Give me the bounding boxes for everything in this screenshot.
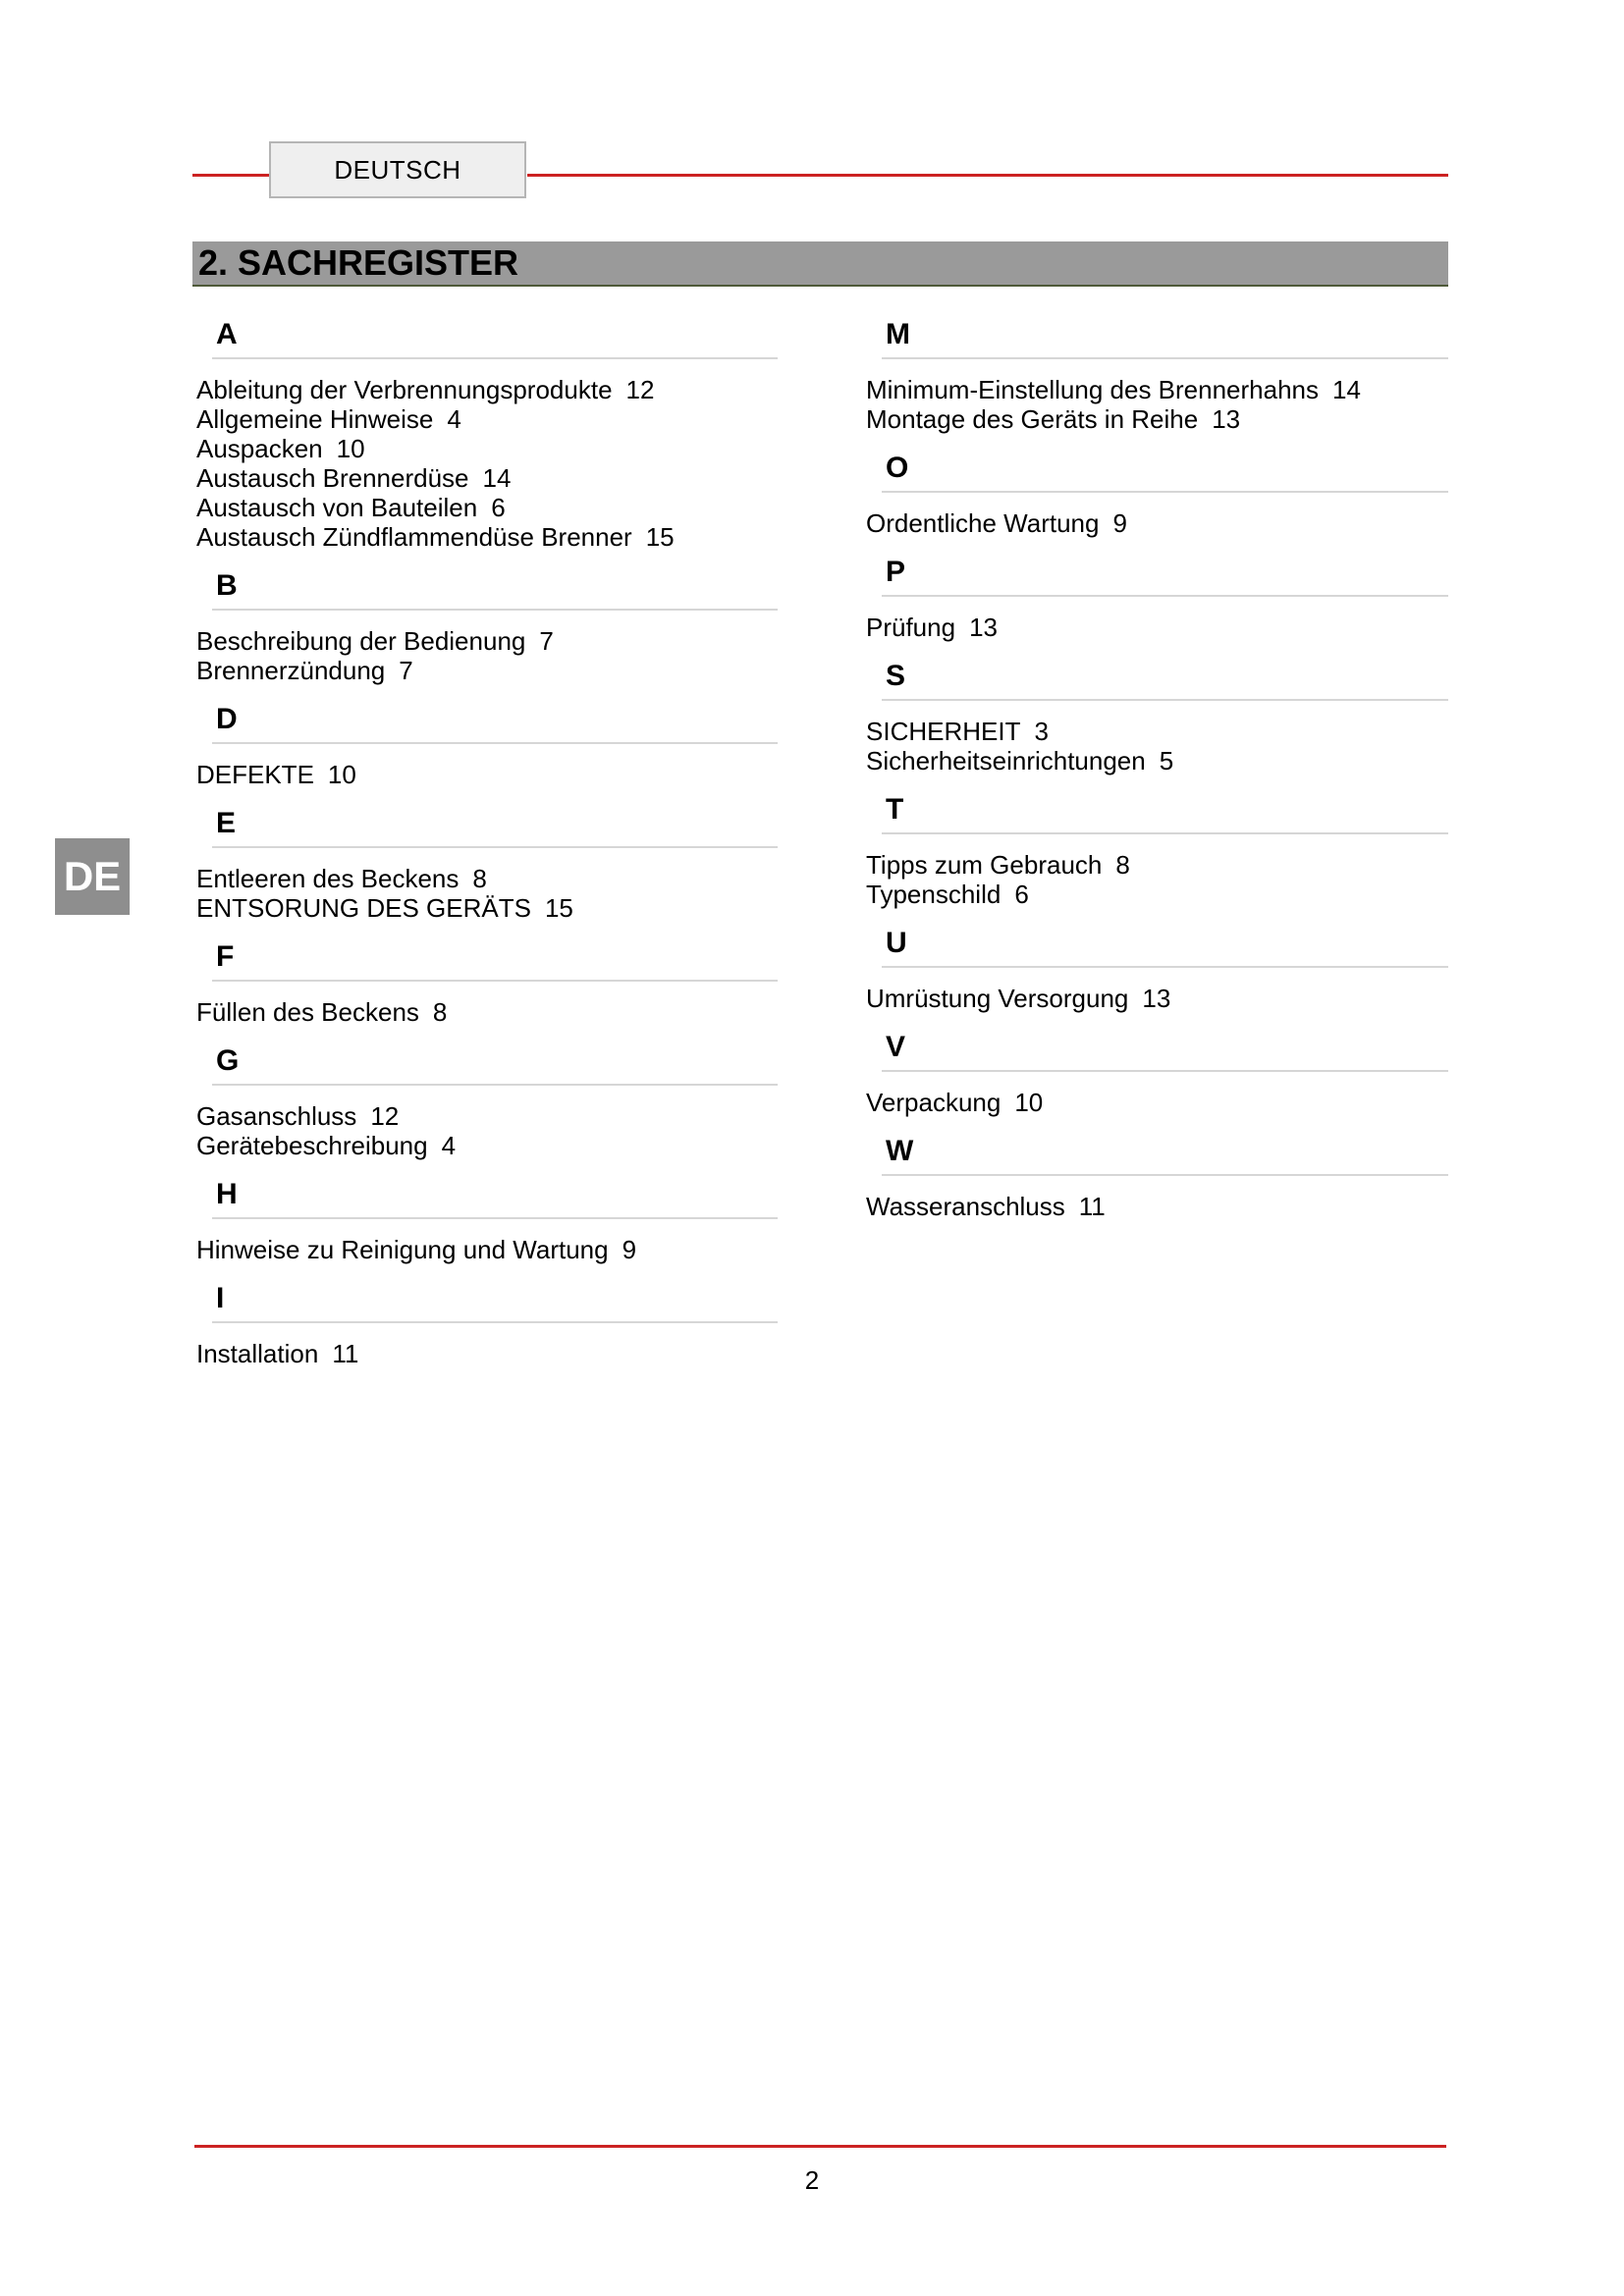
index-entry [196, 760, 778, 789]
index-entry-term: Gerätebeschreibung [196, 1131, 428, 1160]
index-section-header [882, 1129, 1448, 1176]
index-section-g [196, 1039, 778, 1172]
index-entry-term: Brennerzündung [196, 656, 386, 685]
index-entry-term: Umrüstung Versorgung [866, 984, 1129, 1013]
index-letter: E [216, 807, 237, 839]
index-section-f [196, 934, 778, 1039]
index-entry [866, 404, 1448, 434]
index-letter: F [216, 940, 235, 973]
index-entry-page: 5 [1159, 746, 1174, 775]
index-entry [866, 1088, 1448, 1117]
index-letter: O [886, 452, 909, 484]
index-entry [866, 375, 1448, 404]
index-letter: M [886, 318, 910, 350]
language-tab: DEUTSCH [269, 141, 526, 198]
index-entry [196, 493, 778, 522]
index-section-u [866, 921, 1448, 1025]
index-entry [196, 626, 778, 656]
index-section-header [212, 563, 778, 611]
index-entry [196, 1101, 778, 1131]
index-entry [196, 463, 778, 493]
index-entry [866, 613, 1448, 642]
index-entry-page: 7 [539, 626, 554, 656]
index-section-a [196, 312, 778, 563]
index-letter: U [886, 927, 907, 959]
index-entry [866, 746, 1448, 775]
index-letter: P [886, 556, 906, 588]
index-entry [196, 1339, 778, 1368]
index-entry [196, 1235, 778, 1264]
index-entry [866, 984, 1448, 1013]
index-entry-term: Austausch Zündflammendüse Brenner [196, 522, 632, 552]
index-entry [196, 1131, 778, 1160]
index-letter: T [886, 793, 904, 826]
index-entry [196, 656, 778, 685]
index-entry-page: 8 [432, 997, 448, 1027]
index-section-v [866, 1025, 1448, 1129]
index-entry-page: 14 [1332, 375, 1361, 404]
index-entry-term: Auspacken [196, 434, 323, 463]
index-section-s [866, 654, 1448, 787]
index-section-header [212, 1039, 778, 1086]
index-entry-term: Austausch Brennerdüse [196, 463, 469, 493]
index-entry-page: 12 [625, 375, 655, 404]
index-entry-term: Ableitung der Verbrennungsprodukte [196, 375, 613, 404]
index-entry [866, 508, 1448, 538]
index-entry-page: 15 [544, 893, 573, 923]
index-entry [196, 864, 778, 893]
index-section-w [866, 1129, 1448, 1233]
index-section-i [196, 1276, 778, 1380]
index-entry-list [866, 701, 1448, 787]
index-entry-list [196, 744, 778, 801]
index-entry-term: Hinweise zu Reinigung und Wartung [196, 1235, 609, 1264]
index-section-t [866, 787, 1448, 921]
index-section-o [866, 446, 1448, 550]
index-entry-term: Gasanschluss [196, 1101, 357, 1131]
index-entry-list [196, 1219, 778, 1276]
index-entry-term: Prüfung [866, 613, 956, 642]
index-entry-page: 13 [1212, 404, 1241, 434]
index-section-header [882, 446, 1448, 493]
index-entry-page: 11 [332, 1339, 359, 1368]
header-rule-left [192, 174, 269, 177]
index-letter: I [216, 1282, 225, 1314]
language-side-tab: DE [55, 838, 130, 915]
index-entry-term: Füllen des Beckens [196, 997, 419, 1027]
index-entry-term: Entleeren des Beckens [196, 864, 460, 893]
index-entry-term: SICHERHEIT [866, 717, 1021, 746]
index-entry-list [866, 493, 1448, 550]
index-section-h [196, 1172, 778, 1276]
index-entry-term: Minimum-Einstellung des Brennerhahns [866, 375, 1320, 404]
index-entry [196, 997, 778, 1027]
index-entry-term: Montage des Geräts in Reihe [866, 404, 1199, 434]
index-section-header [882, 921, 1448, 968]
index-entry-list [866, 359, 1448, 446]
index-entry-page: 12 [370, 1101, 400, 1131]
footer-rule [194, 2145, 1446, 2148]
index-section-header [212, 312, 778, 359]
index-section-header [882, 1025, 1448, 1072]
index-entry-term: Installation [196, 1339, 319, 1368]
index-entry-list [196, 359, 778, 563]
index-entry-page: 11 [1078, 1192, 1106, 1221]
index-letter: H [216, 1178, 238, 1210]
index-entry-page: 8 [472, 864, 487, 893]
index-section-header [212, 801, 778, 848]
index-entry-list [866, 1072, 1448, 1129]
index-section-header [882, 312, 1448, 359]
index-letter: W [886, 1135, 914, 1167]
index-entry-term: Sicherheitseinrichtungen [866, 746, 1146, 775]
index-entry-list [866, 968, 1448, 1025]
index-entry-page: 14 [482, 463, 512, 493]
index-entry-page: 13 [969, 613, 998, 642]
index-entry [196, 893, 778, 923]
index-letter: V [886, 1031, 906, 1063]
index-letter: G [216, 1044, 240, 1077]
index-entry-page: 8 [1115, 850, 1130, 880]
page-title: 2. SACHREGISTER [198, 242, 519, 283]
index-section-header [882, 550, 1448, 597]
index-letter: B [216, 569, 238, 602]
index-entry-page: 4 [447, 404, 461, 434]
index-section-p [866, 550, 1448, 654]
index-entry-list [196, 611, 778, 697]
index-entry-page: 9 [622, 1235, 637, 1264]
index-section-header [212, 1172, 778, 1219]
index-entry-page: 7 [399, 656, 413, 685]
index-entry [866, 850, 1448, 880]
index-section-header [212, 1276, 778, 1323]
index-letter: A [216, 318, 238, 350]
index-entry-term: Austausch von Bauteilen [196, 493, 478, 522]
index-entry-page: 9 [1112, 508, 1127, 538]
index-entry [196, 404, 778, 434]
index-entry-page: 4 [441, 1131, 457, 1160]
index-section-header [212, 697, 778, 744]
index-entry-page: 10 [336, 434, 365, 463]
index-entry-page: 3 [1034, 717, 1049, 746]
index-entry [866, 880, 1448, 909]
index-section-header [882, 787, 1448, 834]
index-entry-page: 6 [1014, 880, 1029, 909]
index-entry-term: ENTSORUNG DES GERÄTS [196, 893, 531, 923]
index-entry [866, 717, 1448, 746]
index-entry-list [196, 1086, 778, 1172]
index-section-header [212, 934, 778, 982]
index-entry-term: Allgemeine Hinweise [196, 404, 434, 434]
index-entry-list [866, 597, 1448, 654]
index-entry-page: 6 [491, 493, 506, 522]
index-entry-term: DEFEKTE [196, 760, 314, 789]
index-entry-list [196, 1323, 778, 1380]
index-section-b [196, 563, 778, 697]
index-entry [196, 375, 778, 404]
index-section-d [196, 697, 778, 801]
index-letter: D [216, 703, 238, 735]
index-entry-term: Typenschild [866, 880, 1001, 909]
index-entry [196, 434, 778, 463]
index-entry-page: 15 [645, 522, 675, 552]
header-rule-right [527, 174, 1448, 177]
index-section-header [882, 654, 1448, 701]
index-section-e [196, 801, 778, 934]
index-section-m [866, 312, 1448, 446]
index-entry-page: 13 [1142, 984, 1171, 1013]
index-entry-term: Wasseranschluss [866, 1192, 1065, 1221]
index-entry-term: Beschreibung der Bedienung [196, 626, 526, 656]
index-column-right [866, 312, 1448, 1233]
index-entry-term: Tipps zum Gebrauch [866, 850, 1103, 880]
section-title-bar [192, 241, 1448, 287]
index-entry-list [866, 1176, 1448, 1233]
index-entry [866, 1192, 1448, 1221]
index-entry-list [196, 982, 778, 1039]
index-entry-list [866, 834, 1448, 921]
page-number: 2 [804, 2165, 820, 2195]
index-column-left [196, 312, 778, 1380]
index-entry-page: 10 [327, 760, 356, 789]
index-entry [196, 522, 778, 552]
index-entry-page: 10 [1014, 1088, 1044, 1117]
index-entry-term: Ordentliche Wartung [866, 508, 1100, 538]
index-entry-term: Verpackung [866, 1088, 1001, 1117]
index-entry-list [196, 848, 778, 934]
index-letter: S [886, 660, 906, 692]
